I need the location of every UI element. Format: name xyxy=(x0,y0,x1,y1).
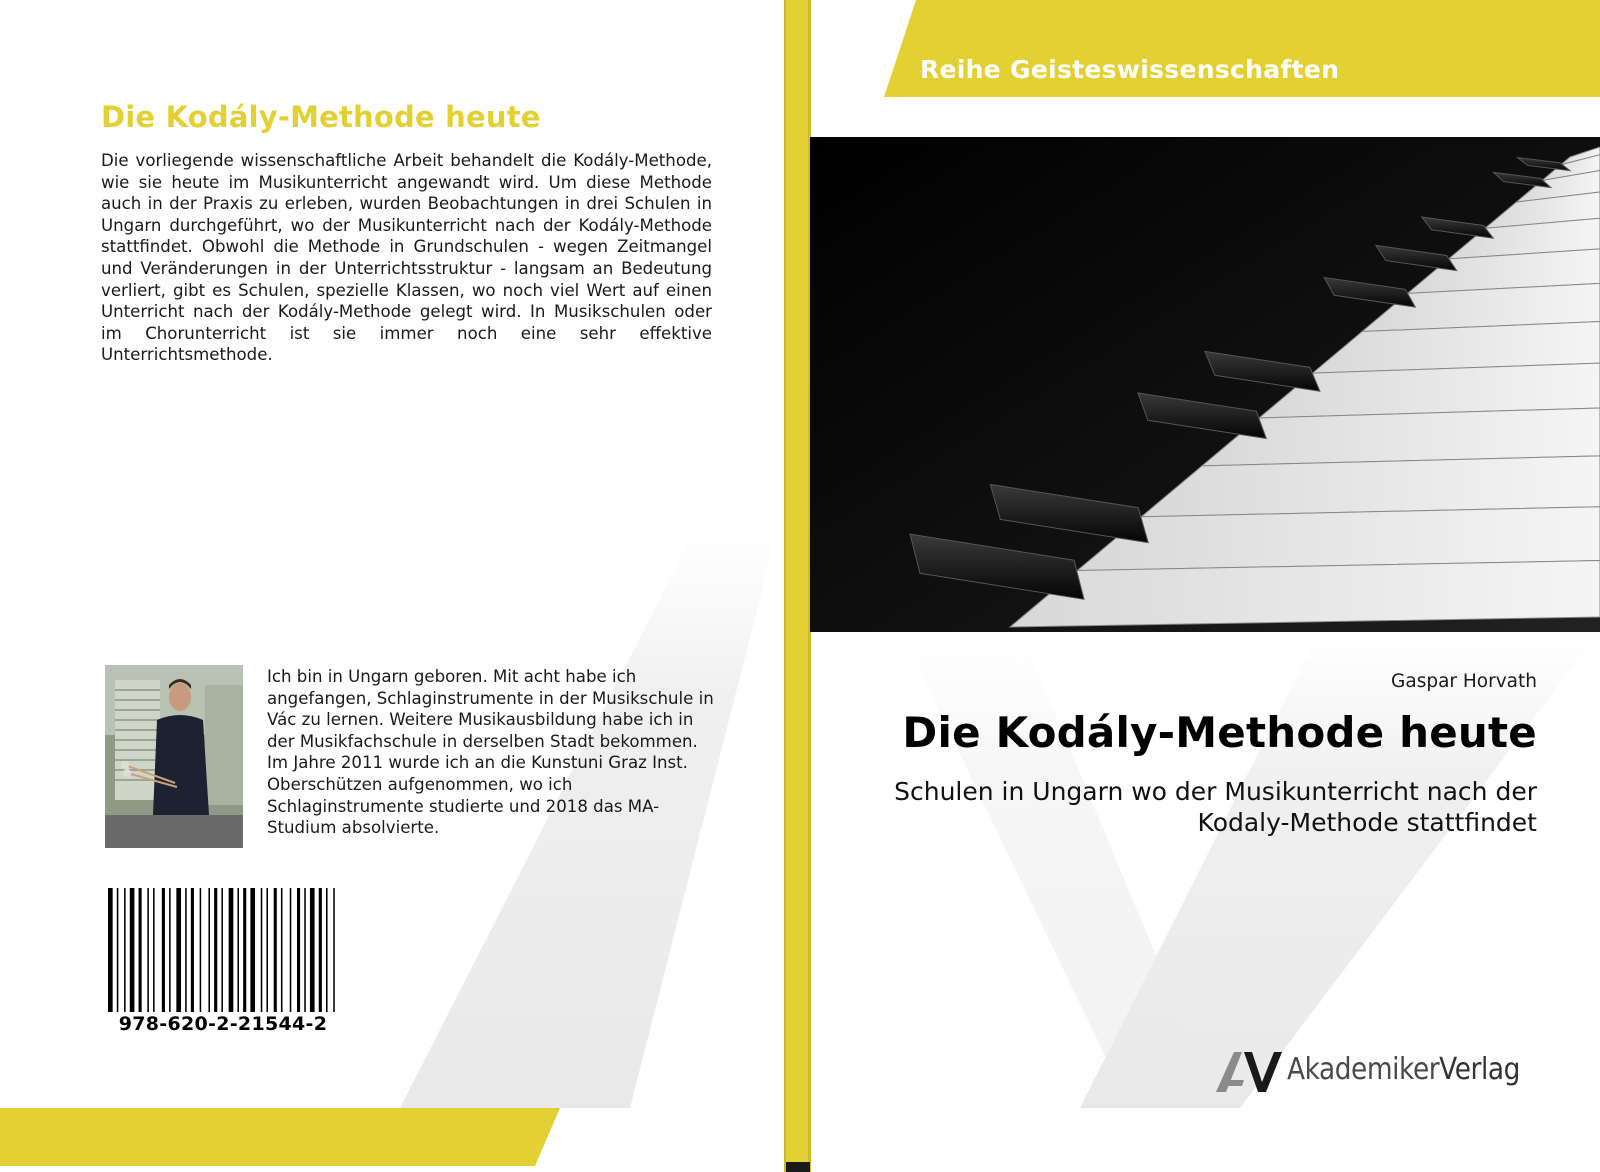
barcode-bar xyxy=(237,888,239,1012)
back-bottom-band xyxy=(0,1108,560,1166)
barcode-bar xyxy=(169,888,171,1012)
publisher-name xyxy=(1287,1052,1520,1087)
barcode-bar xyxy=(176,888,181,1012)
spine xyxy=(786,0,810,1172)
barcode-bar xyxy=(147,888,149,1012)
author-bio: Ich bin in Ungarn geboren. Mit acht habe ich angefangen, Schlaginstrumente in der Musikschule in Vác zu lernen. Weitere Musikausbildung habe ich in der Musikfachschule in derselben Stadt bekommen. Im Jahre 2011 wurde ich an die Kunstuni Graz Inst. Oberschützen aufgenommen, wo ich Schlaginstrumente studierte und 2018 das MA-Studium absolvierte. xyxy=(267,667,714,838)
subtitle-line-2: Kodaly-Methode stattfindet xyxy=(1197,808,1537,837)
barcode-bar xyxy=(162,888,165,1012)
front-cover-subtitle xyxy=(860,776,1537,838)
author-photo xyxy=(105,665,243,848)
barcode-bar xyxy=(310,888,315,1012)
publisher-name-part2: Verlag xyxy=(1439,1052,1520,1087)
barcode-bar xyxy=(200,888,202,1012)
series-label: Reihe Geisteswissenschaften xyxy=(920,55,1340,84)
barcode-bar xyxy=(117,888,119,1012)
barcode-bar xyxy=(139,888,142,1012)
barcode-bar xyxy=(191,888,194,1012)
spine-bottom xyxy=(786,1162,810,1172)
barcode-bar xyxy=(319,888,322,1012)
barcode-bar xyxy=(274,888,277,1012)
barcode-bar xyxy=(214,888,217,1012)
author-name: Gaspar Horvath xyxy=(1391,671,1537,692)
back-cover-blurb: Die vorliegende wissenschaftliche Arbeit behandelt die Kodály-Methode, wie sie heute im Musikunterricht angewandt wird. Um diese Methode auch in der Praxis zu erleben, wurden Beobachtungen in drei Schulen in Ungarn durchgeführt, wo der Musikunterricht nach der Kodály-Methode stattfindet. Obwohl die Methode in Grundschulen - wegen Zeitmangel und Veränderungen in der Unterrichtsstruktur - langsam an Bedeutung verliert, gibt es Schulen, spezielle Klassen, wo noch viel Wert auf einen Unterricht nach der Kodály-Methode gelegt wird. In Musikschulen oder im Chorunterricht ist sie immer noch eine sehr effektive Unterrichtsmethode. xyxy=(101,151,712,365)
barcode-bar xyxy=(281,888,283,1012)
barcode-bar xyxy=(185,888,187,1012)
barcode-bar xyxy=(243,888,246,1012)
barcode-bar xyxy=(108,888,113,1012)
barcode-bar xyxy=(326,888,328,1012)
white-key xyxy=(1010,561,1600,627)
barcode-bar xyxy=(266,888,268,1012)
barcode-bar xyxy=(250,888,255,1012)
piano-keys-image xyxy=(810,137,1600,632)
barcode-bar xyxy=(290,888,292,1012)
barcode-bar xyxy=(124,888,126,1012)
barcode-bar xyxy=(304,888,306,1012)
barcode-bar xyxy=(261,888,263,1012)
back-cover-title: Die Kodály-Methode heute xyxy=(101,100,541,134)
publisher-name-part1: Akademiker xyxy=(1287,1052,1440,1087)
white-key xyxy=(1077,507,1600,571)
isbn-number: 978-620-2-21544-2 xyxy=(118,1013,328,1035)
barcode xyxy=(108,888,338,1012)
subtitle-line-1: Schulen in Ungarn wo der Musikunterricht nach der xyxy=(894,777,1537,806)
barcode-bar xyxy=(221,888,223,1012)
barcode-bar xyxy=(208,888,210,1012)
av-logo-icon xyxy=(1216,1050,1282,1094)
front-cover-title: Die Kodály-Methode heute xyxy=(902,708,1537,757)
barcode-bar xyxy=(229,888,234,1012)
barcode-bar xyxy=(153,888,155,1012)
barcode-bar xyxy=(297,888,300,1012)
barcode-bar xyxy=(333,888,335,1012)
barcode-bar xyxy=(130,888,135,1012)
